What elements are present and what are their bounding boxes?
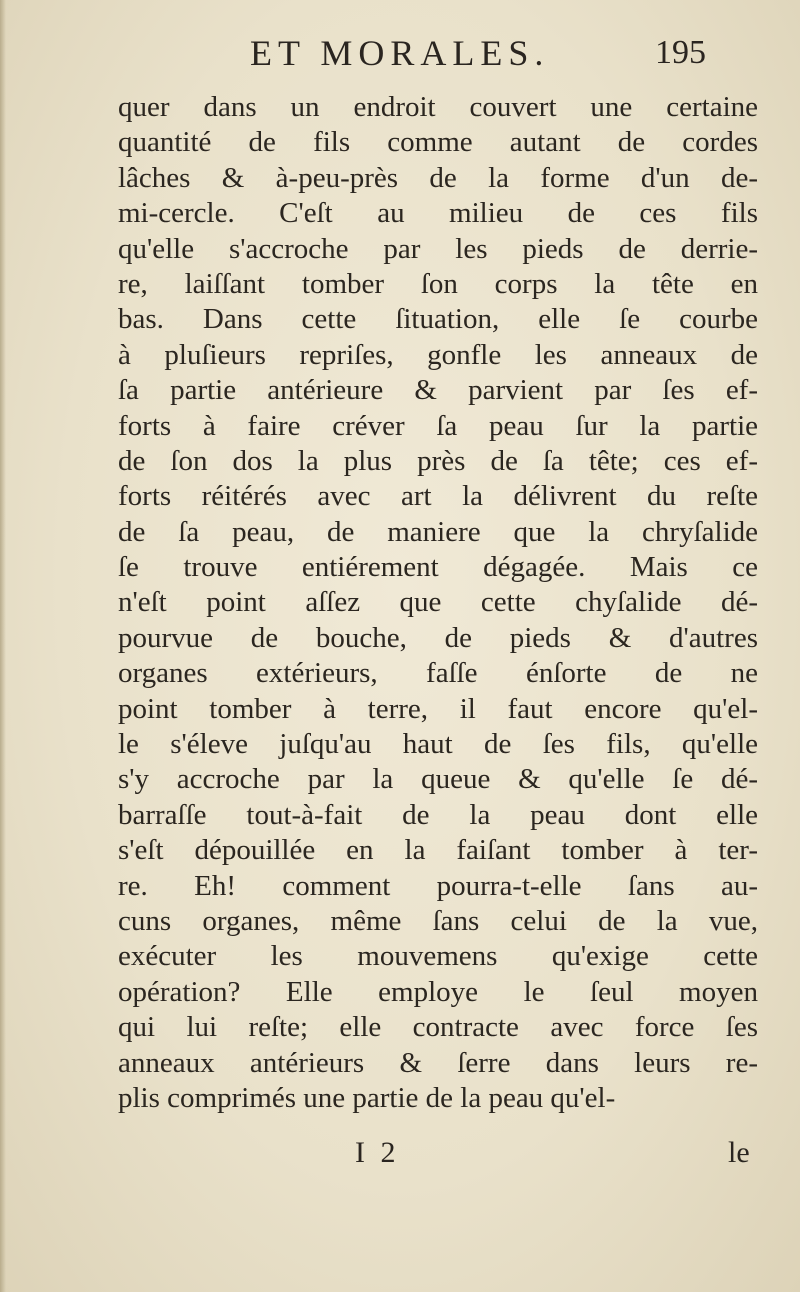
- page-number: 195: [655, 34, 706, 71]
- text-line: ſa partie antérieure & parvient par ſes ef-: [118, 374, 758, 407]
- running-head: ET MORALES.: [250, 33, 550, 73]
- text-line: bas. Dans cette ſituation, elle ſe courbe: [118, 303, 758, 336]
- text-line: cuns organes, même ſans celui de la vue,: [118, 904, 758, 937]
- text-line: de ſa peau, de maniere que la chryſalide: [118, 515, 758, 548]
- text-line: n'eſt point aſſez que cette chyſalide dé-: [118, 586, 758, 619]
- text-line: lâches & à-peu-près de la forme d'un de-: [118, 161, 758, 194]
- text-line: qu'elle s'accroche par les pieds de derrie-: [118, 232, 758, 265]
- text-line: forts à faire créver ſa peau ſur la partie: [118, 409, 758, 442]
- page-header: [0, 28, 800, 78]
- text-line: quantité de fils comme autant de cordes: [118, 126, 758, 159]
- text-line: opération? Elle employe le ſeul moyen: [118, 975, 758, 1008]
- page-footer: [0, 1136, 800, 1186]
- text-line: à pluſieurs repriſes, gonfle les anneaux de: [118, 338, 758, 371]
- text-line: forts réitérés avec art la délivrent du reſte: [118, 480, 758, 513]
- text-line: s'eſt dépouillée en la faiſant tomber à ter-: [118, 834, 758, 867]
- text-line: organes extérieurs, faſſe énſorte de ne: [118, 657, 758, 690]
- text-line: plis comprimés une partie de la peau qu'el-: [118, 1081, 616, 1114]
- text-line: le s'éleve juſqu'au haut de ſes fils, qu'elle: [118, 728, 758, 761]
- text-line: point tomber à terre, il faut encore qu'el-: [118, 692, 758, 725]
- signature-mark: I 2: [355, 1136, 400, 1169]
- text-line: re. Eh! comment pourra-t-elle ſans au-: [118, 869, 758, 902]
- text-line: s'y accroche par la queue & qu'elle ſe dé-: [118, 763, 758, 796]
- text-line: exécuter les mouvemens qu'exige cette: [118, 940, 758, 973]
- text-line: de ſon dos la plus près de ſa tête; ces ef-: [118, 444, 758, 477]
- catchword: le: [728, 1136, 750, 1169]
- text-line: ſe trouve entiérement dégagée. Mais ce: [118, 551, 758, 584]
- text-line: pourvue de bouche, de pieds & d'autres: [118, 621, 758, 654]
- text-line: re, laiſſant tomber ſon corps la tête en: [118, 267, 758, 300]
- text-line: anneaux antérieurs & ſerre dans leurs re-: [118, 1046, 758, 1079]
- text-line: barraſſe tout-à-fait de la peau dont elle: [118, 798, 758, 831]
- text-line: qui lui reſte; elle contracte avec force ſes: [118, 1011, 758, 1044]
- text-line: quer dans un endroit couvert une certaine: [118, 91, 758, 123]
- body-text: [118, 90, 758, 1116]
- text-line: mi-cercle. C'eſt au milieu de ces fils: [118, 197, 758, 230]
- page-gutter-shadow: [0, 0, 6, 1292]
